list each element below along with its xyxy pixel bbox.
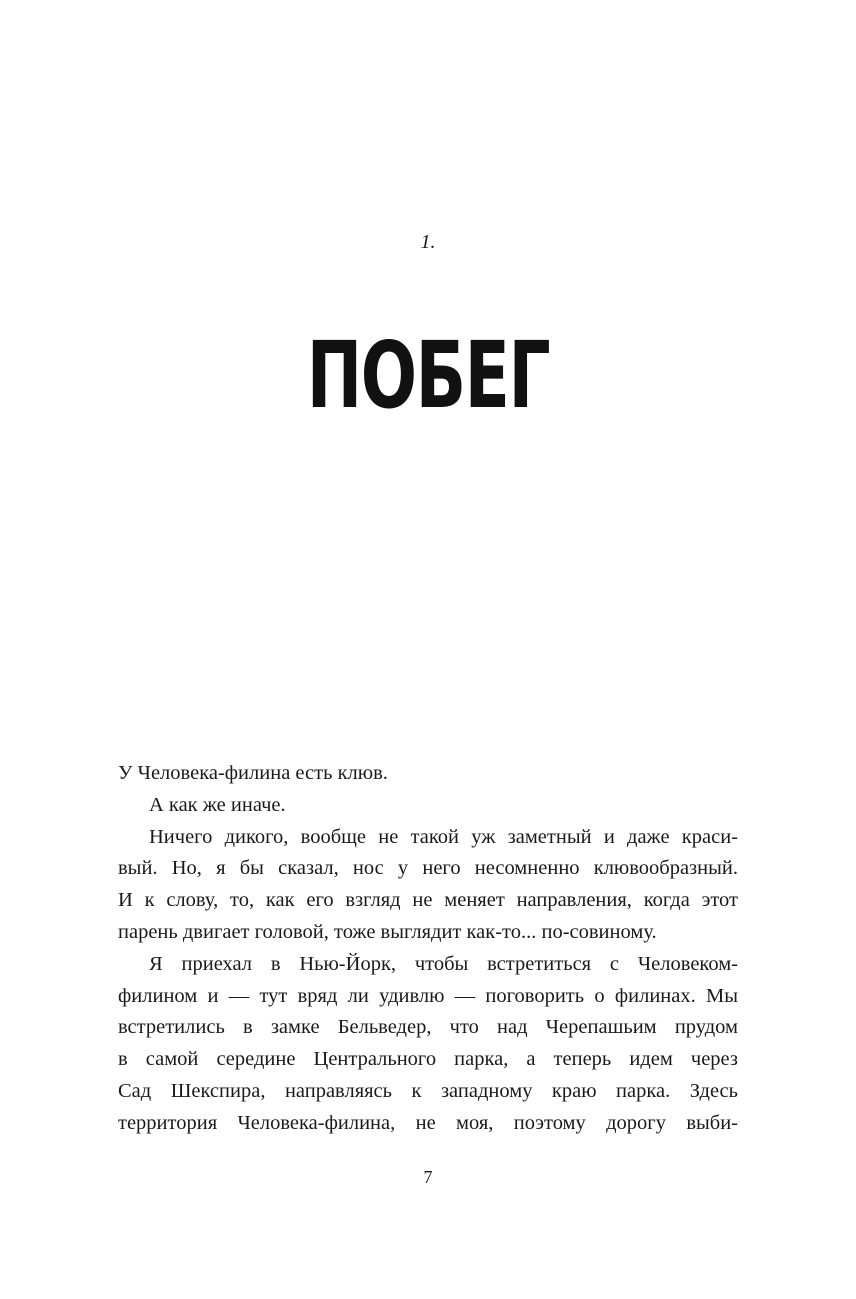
- text-line: Ничего дикого, вообще не такой уж заметный и даже краси-: [149, 825, 738, 848]
- text-line: филином и — тут вряд ли удивлю — поговорить о филинах. Мы: [118, 984, 738, 1007]
- text-line: Я приехал в Нью-Йорк, чтобы встретиться с Человеком-: [149, 952, 738, 975]
- text-line: И к слову, то, как его взгляд не меняет направления, когда этот: [118, 889, 738, 912]
- body-text: [118, 758, 738, 1140]
- text-line: встретились в замке Бельведер, что над Черепашьим прудом: [118, 1016, 738, 1039]
- chapter-title: ПОБЕГ: [306, 322, 550, 429]
- text-line: А как же иначе.: [149, 793, 286, 816]
- text-line: парень двигает головой, тоже выглядит как-то... по-совиному.: [118, 920, 657, 943]
- text-line: территория Человека-филина, не моя, поэтому дорогу выби-: [118, 1111, 738, 1134]
- chapter-number: 1.: [420, 231, 436, 253]
- text-line: вый. Но, я бы сказал, нос у него несомненно клювообразный.: [118, 857, 738, 880]
- page-number: 7: [423, 1167, 433, 1187]
- text-line: в самой середине Центрального парка, а теперь идем через: [118, 1048, 738, 1071]
- text-line: У Человека-филина есть клюв.: [118, 762, 388, 784]
- text-line: Сад Шекспира, направляясь к западному краю парка. Здесь: [118, 1079, 738, 1102]
